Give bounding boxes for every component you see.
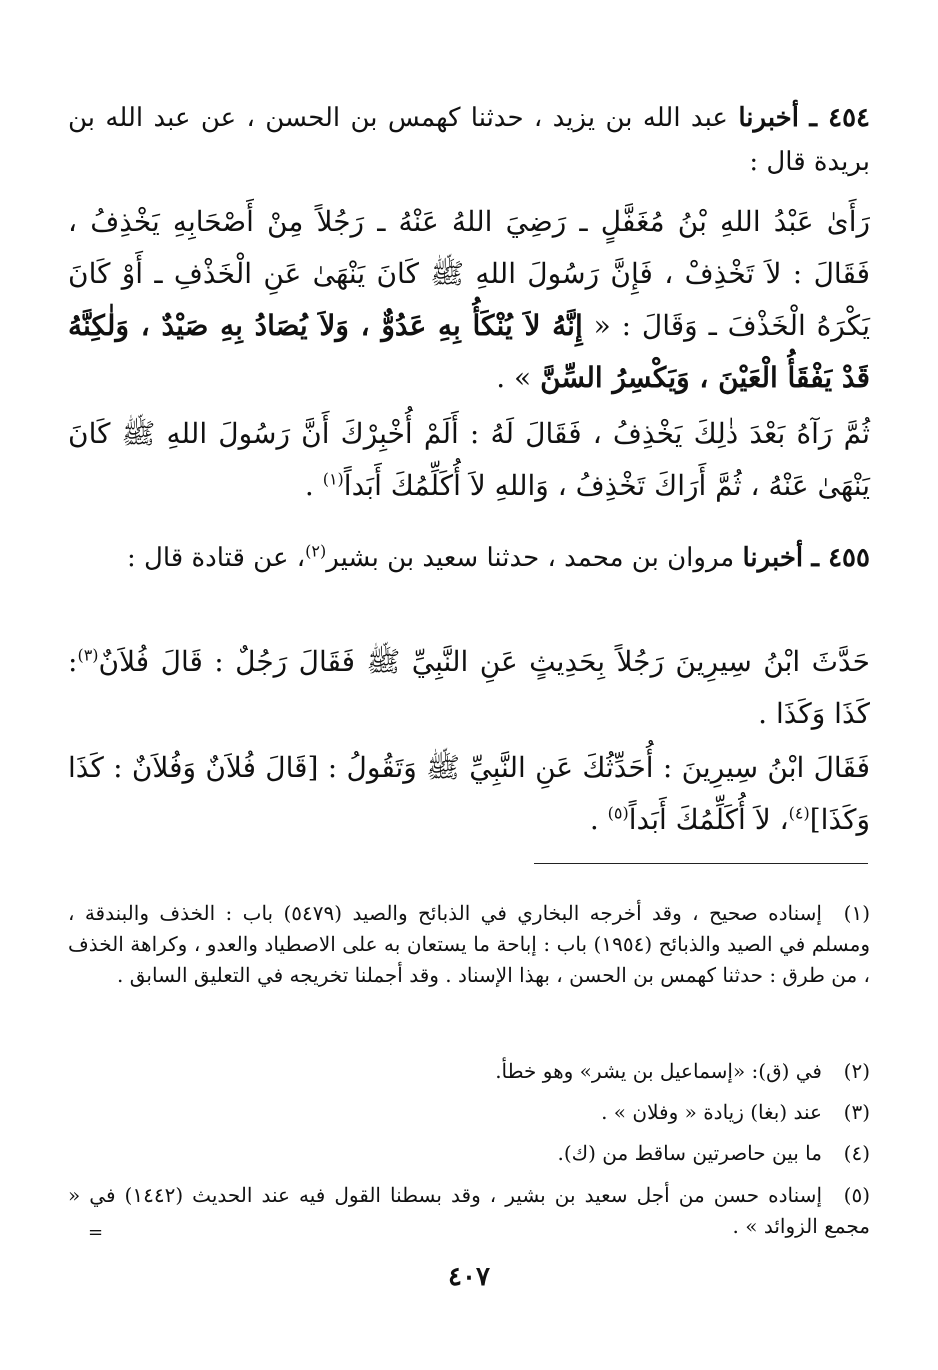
- footnote-number: (٥): [843, 1183, 870, 1207]
- hadith-454-matn-1: [68, 196, 870, 404]
- footnote-ref: (٣): [77, 645, 99, 665]
- hadith-number: ٤٥٥ ـ: [811, 543, 870, 573]
- footnote-number: (٤): [843, 1141, 870, 1165]
- footnote-4: [68, 1138, 870, 1169]
- hadith-454-matn-2: [68, 408, 870, 512]
- matn-text: .: [304, 469, 323, 502]
- prophetic-saying: إِنَّهُ لاَ يُنْكَأُ بِهِ عَدُوٌّ ، وَلاَ يُصَادُ بِهِ صَيْدٌ ، وَلٰكِنَّهُ قَدْ يَفْقَأُ الْعَيْنَ ، وَيَكْسِرُ السِّنَّ: [68, 309, 870, 394]
- matn-text: .: [589, 803, 608, 836]
- isnad-text: عبد الله بن يزيد ، حدثنا كهمس بن الحسن ، عن عبد الله بن بريدة قال :: [68, 103, 870, 177]
- isnad-text: مروان بن محمد ، حدثنا سعيد بن بشير: [326, 543, 735, 573]
- footnote-number: (١): [843, 901, 870, 925]
- matn-text: ، لاَ أُكَلِّمُكَ أَبَداً: [628, 803, 789, 836]
- continuation-mark: =: [88, 1222, 104, 1243]
- matn-text: رَأَىٰ عَبْدُ اللهِ بْنُ مُغَفَّلٍ ـ رَضِيَ اللهُ عَنْهُ ـ رَجُلاً مِنْ أَصْحَابِهِ يَخْذِفُ ، فَقَالَ : لاَ تَخْذِفْ ، فَإِنَّ رَسُولَ اللهِ ﷺ كَانَ يَنْهَىٰ عَنِ الْخَذْفِ ـ أَوْ كَانَ يَكْرَهُ الْخَذْفَ ـ وَقَالَ : «: [68, 205, 870, 342]
- footnote-2: [68, 1056, 870, 1087]
- matn-text: حَدَّثَ ابْنُ سِيرِينَ رَجُلاً بِحَدِيثٍ عَنِ النَّبِيِّ ﷺ فَقَالَ رَجُلٌ : قَالَ فُلاَنٌ: [98, 645, 870, 678]
- akhbarana-keyword: أخبرنا: [742, 543, 804, 573]
- matn-text: ثُمَّ رَآهُ بَعْدَ ذٰلِكَ يَخْذِفُ ، فَقَالَ لَهُ : أَلَمْ أُخْبِرْكَ أَنَّ رَسُولَ اللهِ ﷺ كَانَ يَنْهَىٰ عَنْهُ ، ثُمَّ أَرَاكَ تَخْذِفُ ، وَاللهِ لاَ أُكَلِّمُكَ أَبَداً: [68, 417, 870, 502]
- footnote-1: [68, 898, 870, 991]
- footnote-ref: (٤): [788, 803, 810, 823]
- footnote-ref: (٥): [607, 803, 629, 823]
- hadith-number: ٤٥٤ ـ: [809, 103, 871, 133]
- isnad-text: ، عن قتادة قال :: [126, 543, 306, 573]
- hadith-454-isnad: [68, 96, 870, 184]
- footnote-text: إسناده صحيح ، وقد أخرجه البخاري في الذبائح والصيد (٥٤٧٩) باب : الخذف والبندقة ، ومسلم في الصيد والذبائح (١٩٥٤) باب : إباحة ما يستعان به على الاصطياد والعدو ، وكراهة الخذف ، من طرق : حدثنا كهمس بن الحسن ، بهذا الإسناد . وقد أجملنا تخريجه في التعليق السابق .: [68, 901, 870, 987]
- footnote-number: (٣): [843, 1100, 870, 1124]
- hadith-455-isnad: [68, 536, 870, 580]
- matn-text: » .: [496, 361, 532, 394]
- footnote-text: إسناده حسن من أجل سعيد بن بشير ، وقد بسطنا القول فيه عند الحديث (١٤٤٢) في « مجمع الزوائد » .: [68, 1183, 870, 1238]
- matn-text: : كَذَا وَكَذَا .: [68, 645, 870, 730]
- hadith-455-matn-1: [68, 636, 870, 740]
- akhbarana-keyword: أخبرنا: [738, 103, 799, 133]
- footnote-text: ما بين حاصرتين ساقط من (ك).: [557, 1141, 822, 1165]
- matn-text: فَقَالَ ابْنُ سِيرِينَ : أُحَدِّثُكَ عَنِ النَّبِيِّ ﷺ وَتَقُولُ : [قَالَ فُلاَنٌ وَفُلاَنٌ : كَذَا وَكَذَا]: [68, 751, 870, 836]
- page-number: ٤٠٧: [448, 1262, 490, 1292]
- footnote-ref: (٢): [305, 541, 327, 561]
- footnote-text: في (ق): «إسماعيل بن يشر» وهو خطأ.: [495, 1059, 822, 1083]
- footnote-5: [68, 1180, 870, 1242]
- hadith-455-matn-2: [68, 742, 870, 846]
- footnote-ref: (١): [322, 469, 344, 489]
- footnote-number: (٢): [843, 1059, 870, 1083]
- footnote-text: عند (بغا) زيادة « وفلان » .: [601, 1100, 822, 1124]
- footnote-3: [68, 1097, 870, 1128]
- footnote-separator: [534, 863, 868, 864]
